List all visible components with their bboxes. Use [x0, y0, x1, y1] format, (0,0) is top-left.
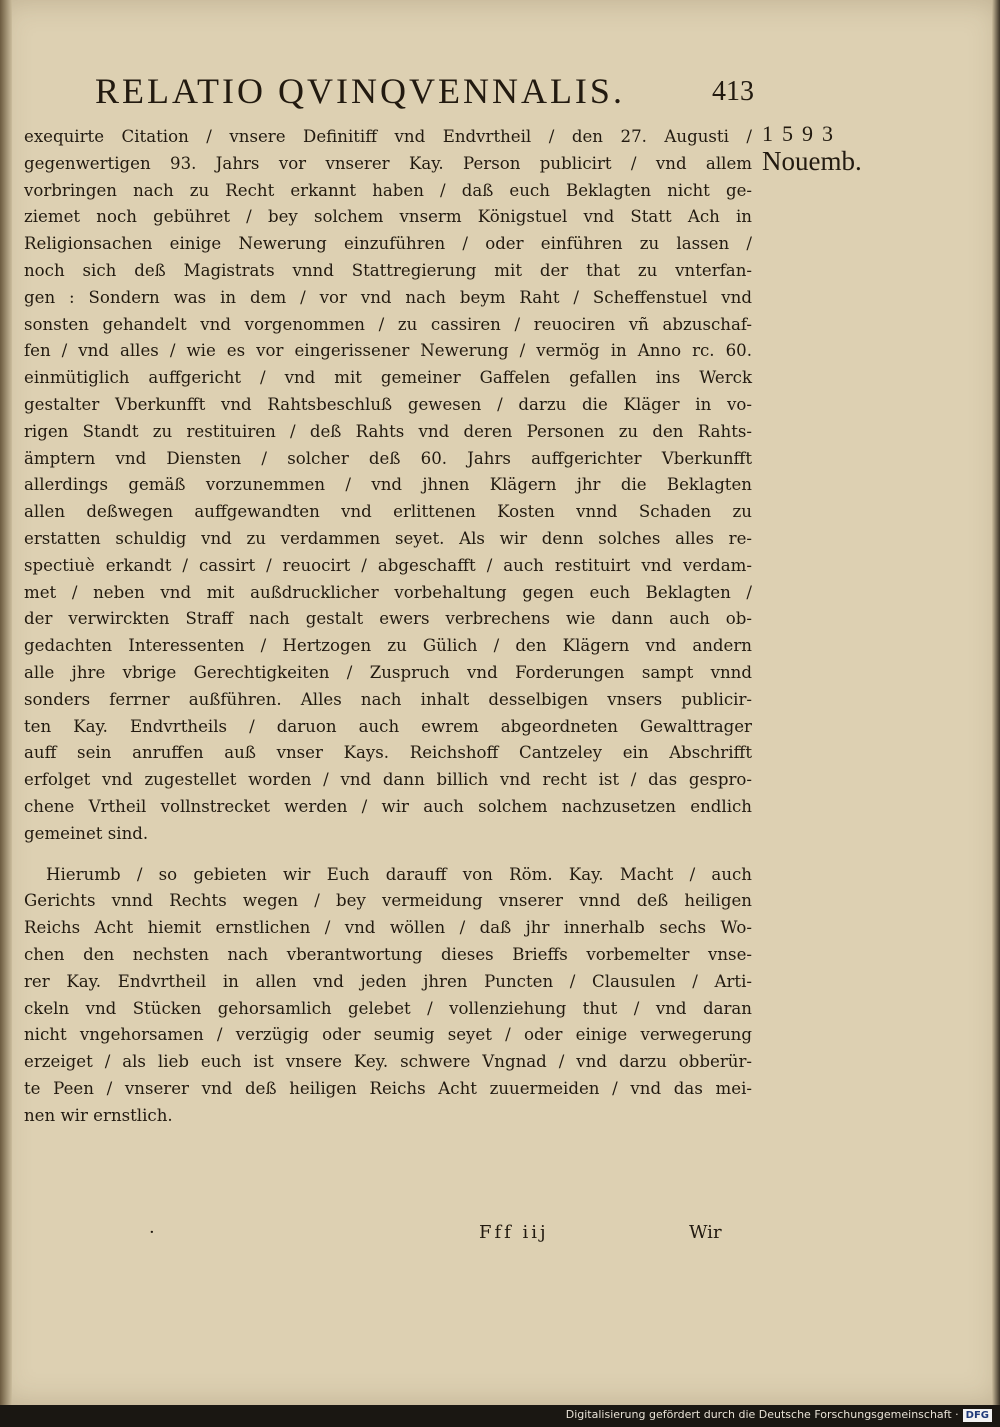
text-line: sonsten gehandelt vnd vorgenommen / zu cassiren / reuociren vñ abzuschaf- — [24, 314, 752, 334]
catchword: Wir — [689, 1222, 722, 1243]
text-line: Hierumb / so gebieten wir Euch darauff von Röm. Kay. Macht / auch — [46, 864, 752, 884]
text-line: der verwirckten Straff nach gestalt ewers verbrechens wie dann auch ob- — [24, 609, 752, 629]
text-line: met / neben vnd mit außdrucklicher vorbehaltung gegen euch Beklagten / — [24, 582, 752, 602]
text-line: alle jhre vbrige Gerechtigkeiten / Zuspruch vnd Forderungen sampt vnnd — [24, 662, 752, 682]
text-line: gemeinet sind. — [24, 823, 149, 843]
body-text — [24, 124, 752, 1129]
paragraph-2 — [24, 862, 752, 1130]
text-line: erzeiget / als lieb euch ist vnsere Key. schwere Vngnad / vnd darzu obberür- — [24, 1052, 752, 1072]
margin-month: Nouemb. — [762, 146, 862, 176]
paragraph-gap — [24, 848, 752, 862]
page-number: 413 — [712, 76, 754, 107]
text-line: Reichs Acht hiemit ernstlichen / vnd wöllen / daß jhr innerhalb sechs Wo- — [24, 918, 752, 938]
text-line: gen : Sondern was in dem / vor vnd nach beym Raht / Scheffenstuel vnd — [24, 287, 752, 307]
text-line: Gerichts vnnd Rechts wegen / bey vermeidung vnserer vnnd deß heiligen — [24, 891, 752, 911]
text-line: gedachten Interessenten / Hertzogen zu Gülich / den Klägern vnd andern — [24, 636, 752, 656]
text-line: erfolget vnd zugestellet worden / vnd dann billich vnd recht ist / das gespro- — [24, 770, 752, 790]
text-line: chene Vrtheil vollnstrecket werden / wir auch solchem nachzusetzen endlich — [24, 796, 752, 816]
text-line: nen wir ernstlich. — [24, 1105, 173, 1125]
text-line: erstatten schuldig vnd zu verdammen seyet. Als wir denn solches alles re- — [24, 528, 752, 548]
text-line: vorbringen nach zu Recht erkannt haben / daß euch Beklagten nicht ge- — [24, 180, 752, 200]
text-line: auff sein anruffen auß vnser Kays. Reichshoff Cantzeley ein Abschrifft — [24, 743, 752, 763]
text-line: spectiuè erkandt / cassirt / reuocirt / abgeschafft / auch restituirt vnd verdam- — [24, 555, 752, 575]
text-line: allerdings gemäß vorzunemmen / vnd jhnen Klägern jhr die Beklagten — [24, 475, 752, 495]
text-line: fen / vnd alles / wie es vor eingerissener Newerung / vermög in Anno rc. 60. — [24, 341, 752, 361]
text-line: nicht vngehorsamen / verzügig oder seumig seyet / oder einige verwegerung — [24, 1025, 752, 1045]
margin-year: 1593 — [762, 121, 842, 146]
dfg-logo: DFG — [963, 1409, 992, 1422]
page-edge-shadow — [992, 0, 1000, 1405]
text-line: einmütiglich auffgericht / vnd mit gemeiner Gaffelen gefallen ins Werck — [24, 368, 752, 388]
text-line: chen den nechsten nach vberantwortung dieses Brieffs vorbemelter vnse- — [24, 944, 752, 964]
text-line: noch sich deß Magistrats vnnd Stattregierung mit der that zu vnterfan- — [24, 260, 752, 280]
text-line: sonders ferrner außführen. Alles nach inhalt desselbigen vnsers publicir- — [24, 689, 752, 709]
text-line: ziemet noch gebühret / bey solchem vnserm Königstuel vnd Statt Ach in — [24, 207, 752, 227]
text-line: exequirte Citation / vnsere Definitiff vnd Endvrtheil / den 27. Augusti / — [24, 127, 752, 146]
catchline — [24, 1222, 752, 1252]
text-line: rer Kay. Endvrtheil in allen vnd jeden jhren Puncten / Clausulen / Arti- — [24, 971, 752, 991]
text-line: ckeln vnd Stücken gehorsamlich gelebet / vollenziehung thut / vnd daran — [24, 998, 752, 1018]
footer-text: Digitalisierung gefördert durch die Deutsche Forschungsgemeinschaft · — [565, 1408, 959, 1421]
text-line: allen deßwegen auffgewandten vnd erlittenen Kosten vnnd Schaden zu — [24, 502, 752, 522]
text-line: rigen Standt zu restituiren / deß Rahts vnd deren Personen zu den Rahts- — [24, 421, 752, 441]
text-line: te Peen / vnserer vnd deß heiligen Reichs Acht zuuermeiden / vnd das mei- — [24, 1078, 752, 1098]
text-line: ten Kay. Endvrtheils / daruon auch ewrem abgeordneten Gewalttrager — [24, 716, 752, 736]
text-line: Religionsachen einige Newerung einzuführen / oder einführen zu lassen / — [24, 234, 752, 254]
text-line: gestalter Vberkunfft vnd Rahtsbeschluß gewesen / darzu die Kläger in vo- — [24, 394, 752, 414]
catchline-dot: · — [149, 1222, 155, 1243]
text-line: gegenwertigen 93. Jahrs vor vnserer Kay. Person publicirt / vnd allem — [24, 153, 752, 173]
paragraph-1 — [24, 124, 752, 848]
running-title: RELATIO QVINQVENNALIS. — [95, 71, 625, 111]
signature-mark: Fff iij — [479, 1222, 549, 1243]
page-gutter-shadow — [0, 0, 12, 1405]
funding-footer — [566, 1408, 992, 1422]
text-line: ämptern vnd Diensten / solcher deß 60. Jahrs auffgerichter Vberkunfft — [24, 448, 752, 468]
margin-note — [762, 123, 892, 177]
